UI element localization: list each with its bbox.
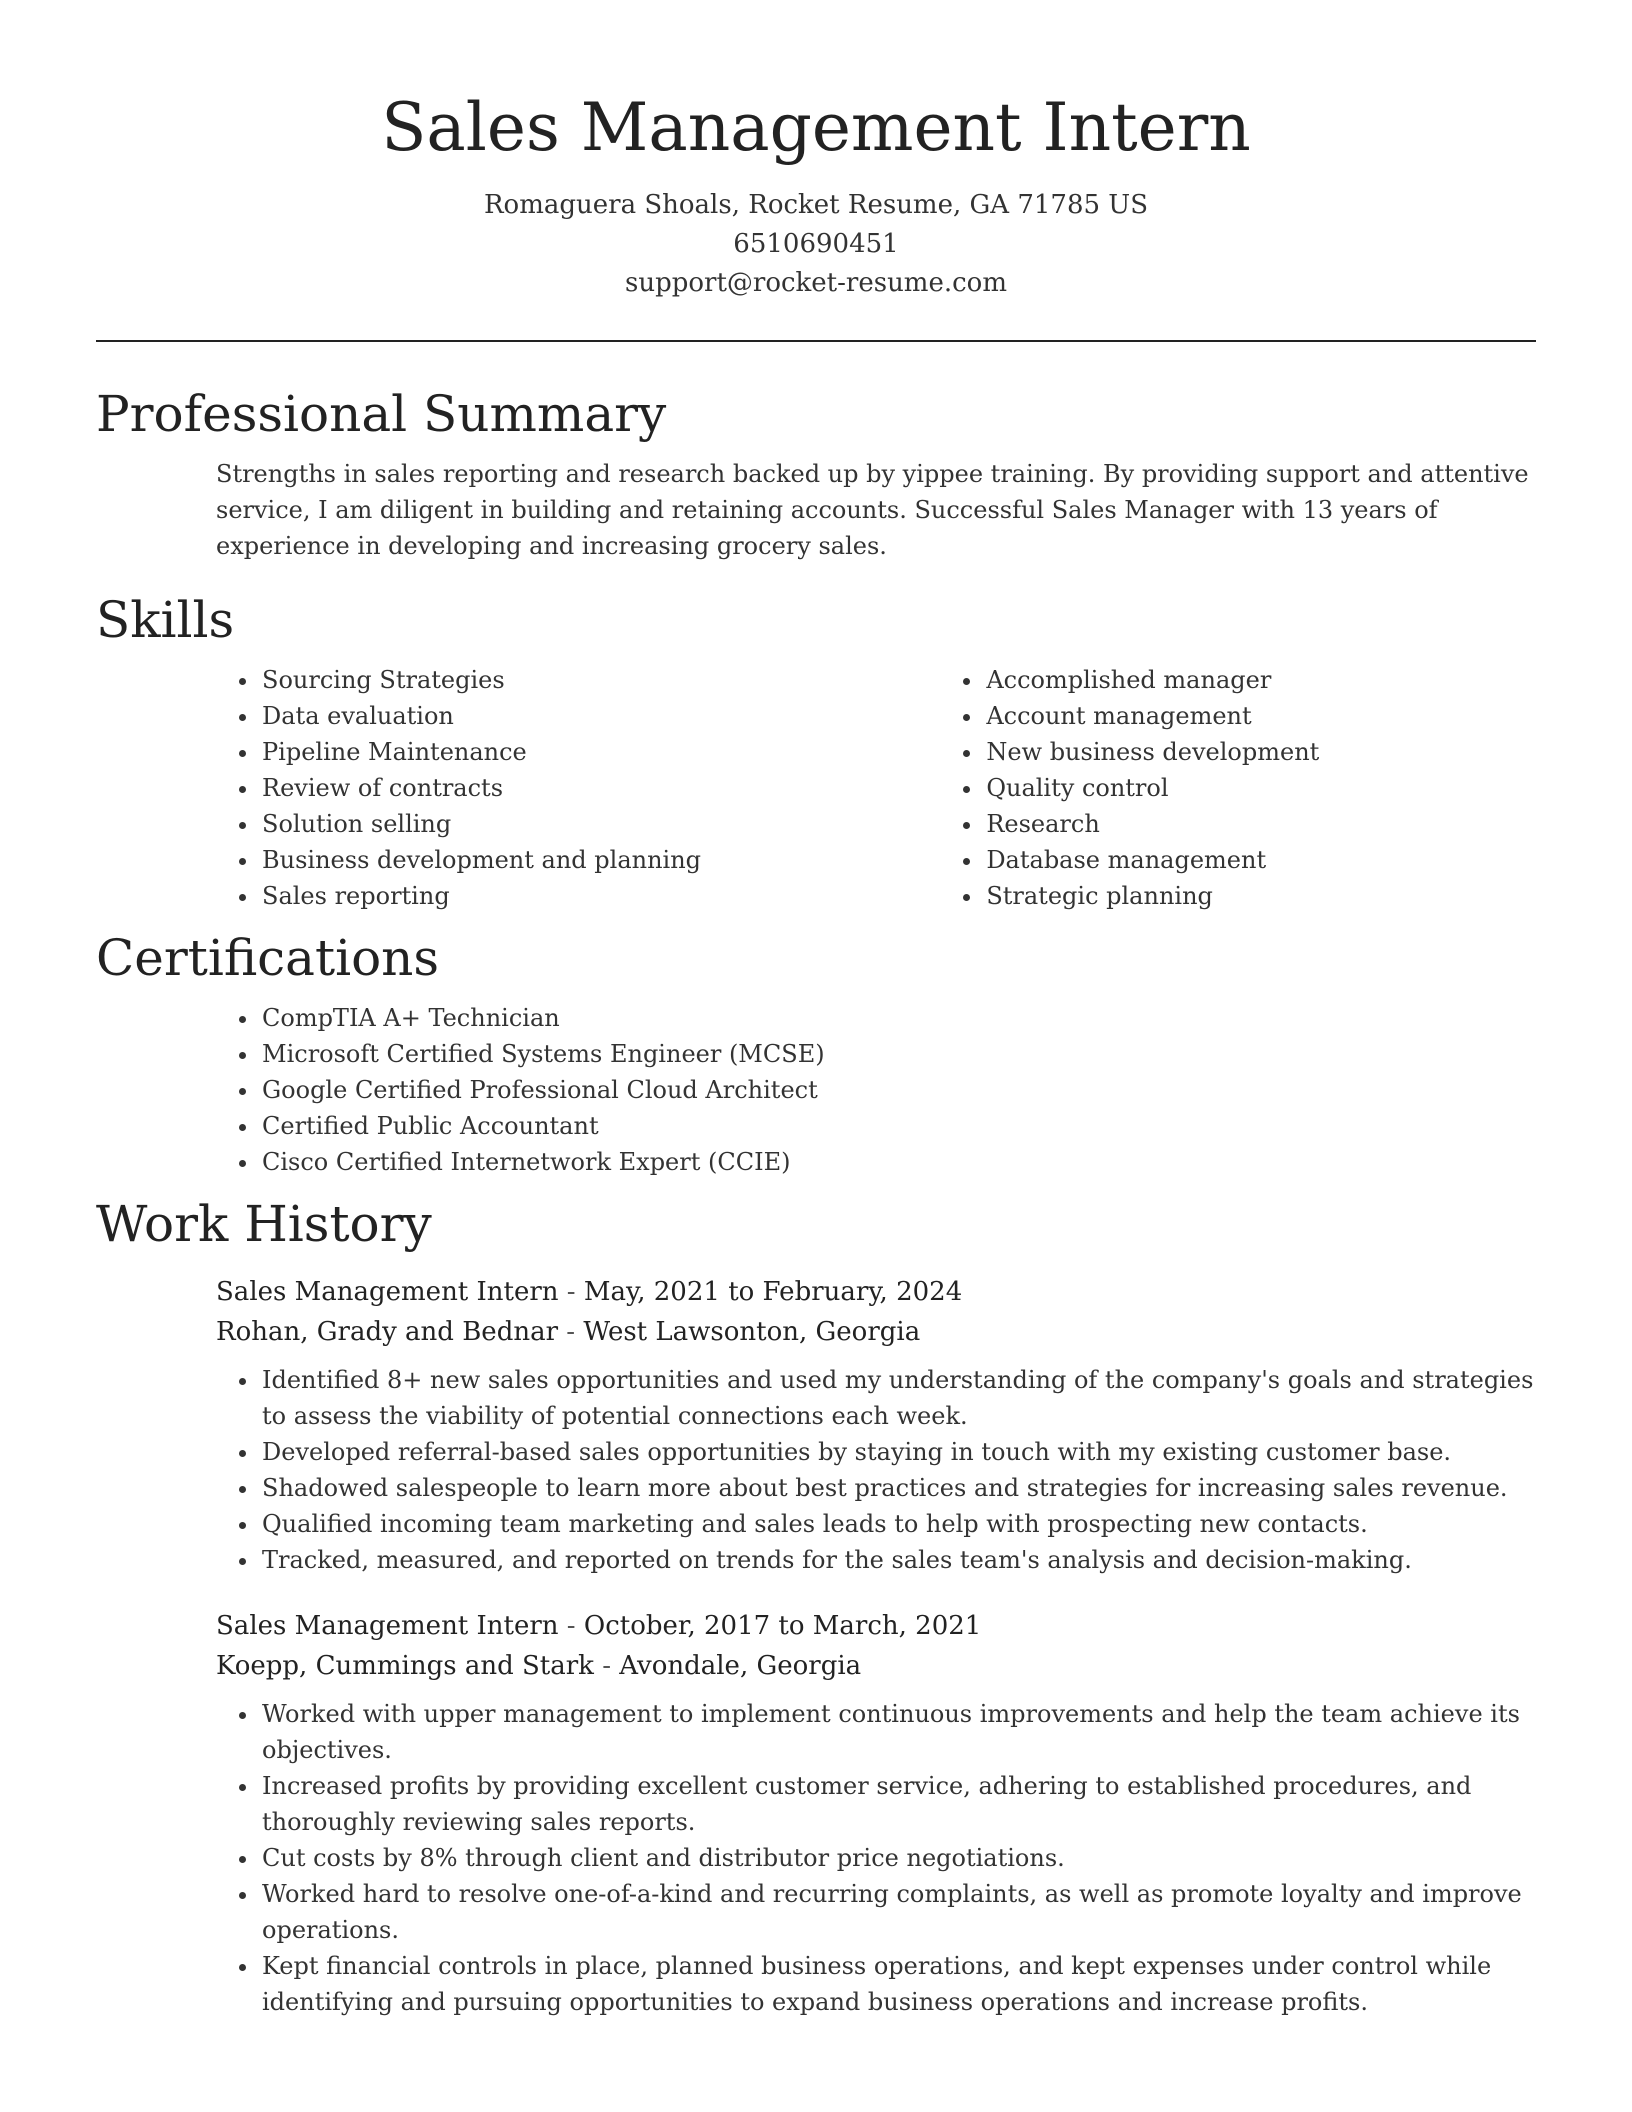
job-location: Avondale, Georgia (619, 1651, 862, 1681)
job-separator: - (558, 1277, 584, 1307)
job-separator: - (593, 1651, 620, 1681)
certification-item: • Certified Public Accountant (260, 1108, 1536, 1144)
skills-heading: Skills (96, 591, 235, 649)
job-bullet: • Qualified incoming team marketing and sales leads to help with prospecting new contacts. (260, 1506, 1536, 1542)
summary-section (96, 380, 1536, 564)
job-dates: October, 2017 to March, 2021 (583, 1611, 982, 1641)
header-divider (96, 340, 1536, 342)
skills-columns (96, 662, 1536, 914)
summary-heading: Professional Summary (96, 385, 667, 443)
skill-item: • Pipeline Maintenance (260, 734, 820, 770)
job-bullet: • Identified 8+ new sales opportunities and used my understanding of the company's goals and strategies to assess the viability of potential connections each week. (260, 1362, 1536, 1434)
job-bullet: • Increased profits by providing excellent customer service, adhering to established procedures, and thoroughly reviewing sales reports. (260, 1768, 1536, 1840)
job-bullet: • Worked with upper management to implement continuous improvements and help the team achieve its objectives. (260, 1696, 1536, 1768)
contact-address: Romaguera Shoals, Rocket Resume, GA 71785 US (483, 190, 1149, 220)
job-entry (216, 1272, 1536, 1578)
job-bullet: • Kept financial controls in place, planned business operations, and kept expenses under control while identifying and pursuing opportunities to expand business operations and increase profits. (260, 1948, 1536, 2020)
job-bullet: • Developed referral-based sales opportunities by staying in touch with my existing customer base. (260, 1434, 1536, 1470)
job-company-line (216, 1646, 1536, 1686)
contact-email: support@rocket-resume.com (624, 268, 1007, 298)
skill-item: • Sales reporting (260, 878, 820, 914)
skill-item: • Accomplished manager (984, 662, 1536, 698)
skill-item: • Strategic planning (984, 878, 1536, 914)
skill-item: • Business development and planning (260, 842, 820, 878)
resume-body (96, 380, 1536, 2048)
resume-header (0, 0, 1632, 303)
work-history-heading: Work History (96, 1195, 432, 1253)
job-bullet: • Cut costs by 8% through client and distributor price negotiations. (260, 1840, 1536, 1876)
work-history-section (96, 1190, 1536, 2020)
job-role: Sales Management Intern (216, 1611, 559, 1641)
certifications-list (96, 1000, 1536, 1180)
skill-item: • Quality control (984, 770, 1536, 806)
skill-item: • Database management (984, 842, 1536, 878)
skill-item: • Data evaluation (260, 698, 820, 734)
job-title-line (216, 1606, 1536, 1646)
job-company: Rohan, Grady and Bednar (216, 1317, 559, 1347)
job-separator: - (558, 1317, 584, 1347)
skills-right-column (820, 662, 1536, 914)
contact-block (0, 186, 1632, 303)
job-title-line (216, 1272, 1536, 1312)
skill-item: • Review of contracts (260, 770, 820, 806)
skills-section (96, 586, 1536, 914)
certifications-section (96, 924, 1536, 1180)
job-role: Sales Management Intern (216, 1277, 559, 1307)
job-bullet: • Worked hard to resolve one-of-a-kind and recurring complaints, as well as promote loyalty and improve operations. (260, 1876, 1536, 1948)
certifications-heading: Certifications (96, 929, 440, 987)
skills-left-column (96, 662, 820, 914)
skill-item: • Account management (984, 698, 1536, 734)
job-bullet: • Tracked, measured, and reported on trends for the sales team's analysis and decision-making. (260, 1542, 1536, 1578)
job-bullets (96, 1362, 1536, 1578)
certification-item: • Cisco Certified Internetwork Expert (CCIE) (260, 1144, 1536, 1180)
job-entry (216, 1606, 1536, 2020)
certification-item: • Microsoft Certified Systems Engineer (MCSE) (260, 1036, 1536, 1072)
skill-item: • Sourcing Strategies (260, 662, 820, 698)
job-separator: - (558, 1611, 584, 1641)
contact-phone: 6510690451 (733, 229, 899, 259)
job-company-line (216, 1312, 1536, 1352)
skill-item: • New business development (984, 734, 1536, 770)
job-dates: May, 2021 to February, 2024 (583, 1277, 963, 1307)
certification-item: • Google Certified Professional Cloud Architect (260, 1072, 1536, 1108)
skill-item: • Research (984, 806, 1536, 842)
candidate-name: Sales Management Intern (381, 89, 1251, 166)
job-location: West Lawsonton, Georgia (583, 1317, 921, 1347)
job-bullet: • Shadowed salespeople to learn more about best practices and strategies for increasing sales revenue. (260, 1470, 1536, 1506)
skill-item: • Solution selling (260, 806, 820, 842)
job-company: Koepp, Cummings and Stark (216, 1651, 594, 1681)
certification-item: • CompTIA A+ Technician (260, 1000, 1536, 1036)
job-bullets (96, 1696, 1536, 2020)
summary-text: Strengths in sales reporting and research backed up by yippee training. By providing support and attentive service, I am diligent in building and retaining accounts. Successful Sales Manager with 13 years of experience in developing and increasing grocery sales. (216, 460, 1529, 560)
